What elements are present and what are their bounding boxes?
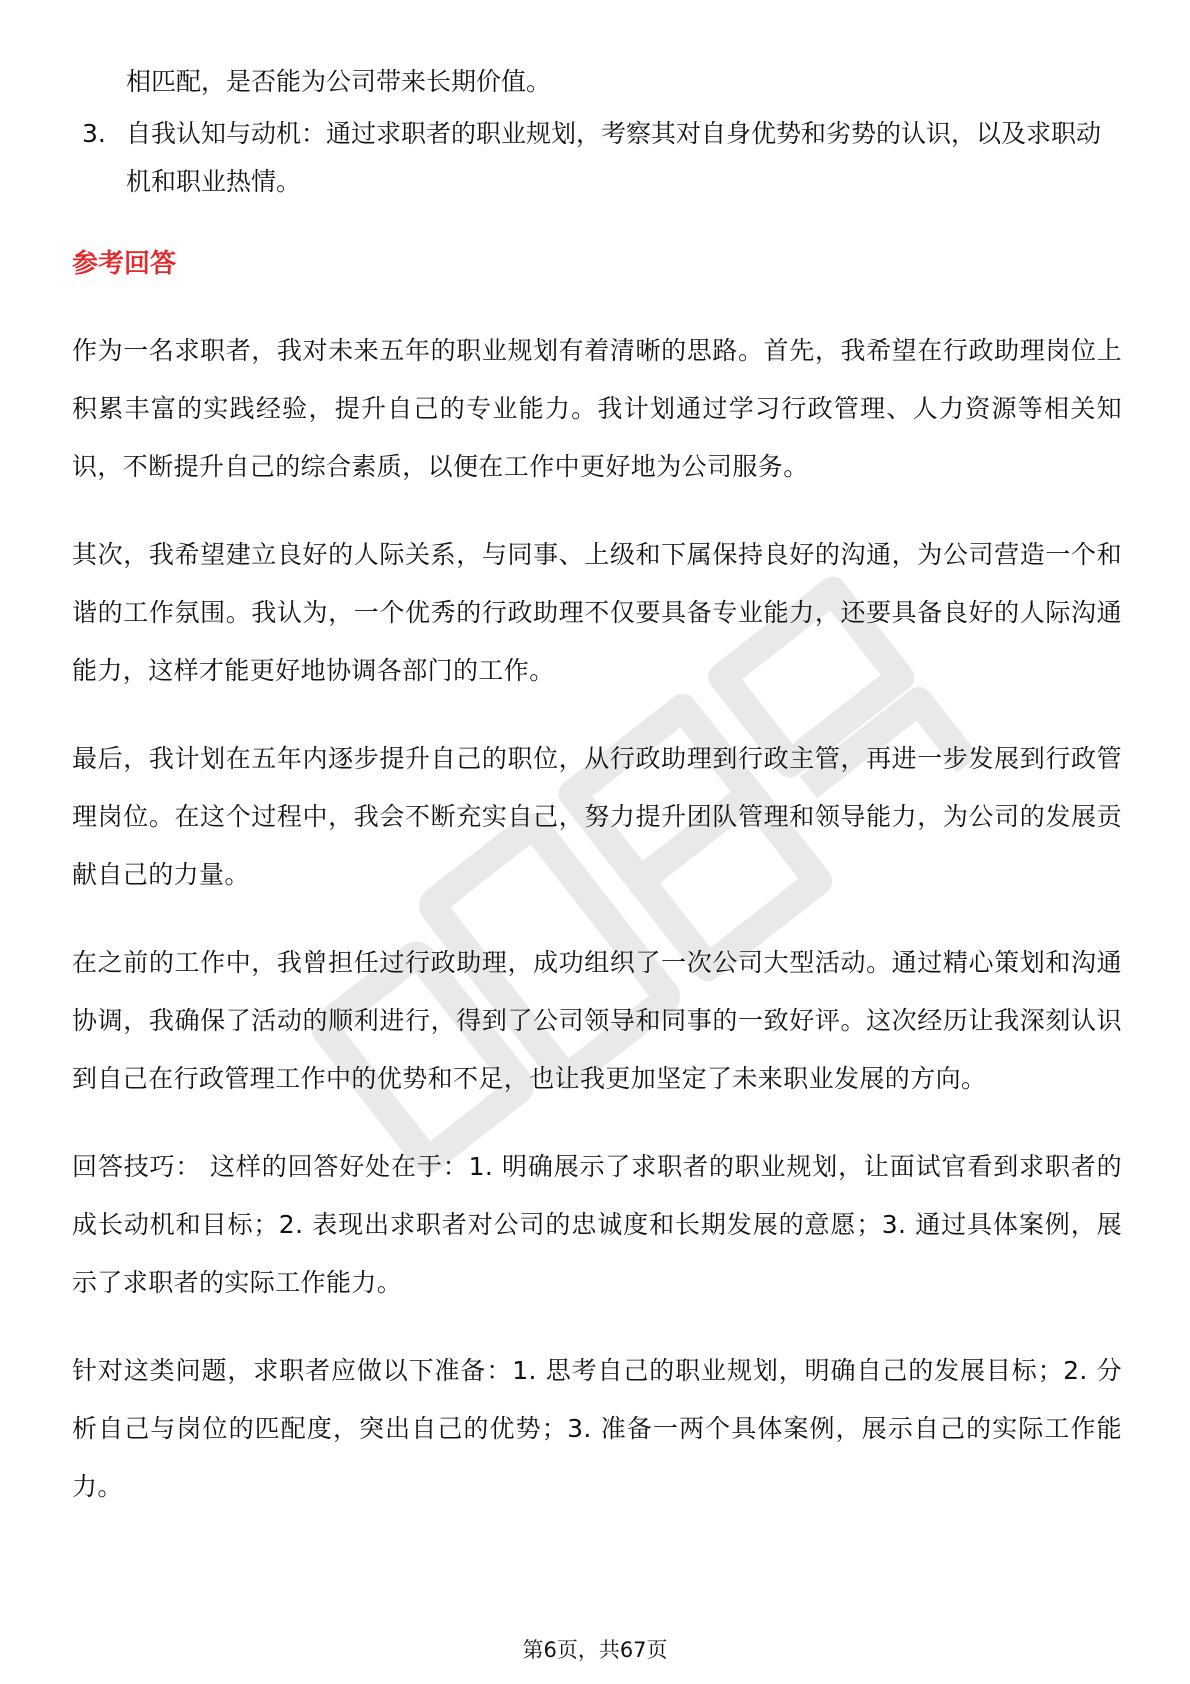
preparation-paragraph: 针对这类问题，求职者应做以下准备：1. 思考自己的职业规划，明确自己的发展目标；2. 分析自己与岗位的匹配度，突出自己的优势；3. 准备一两个具体案例，展示自己的实际工作能力。 xyxy=(72,1356,1122,1501)
answer-paragraph-4: 在之前的工作中，我曾担任过行政助理，成功组织了一次公司大型活动。通过精心策划和沟通协调，我确保了活动的顺利进行，得到了公司领导和同事的一致好评。这次经历让我深刻认识到自己在行政管理工作中的优势和不足，也让我更加坚定了未来职业发展的方向。 xyxy=(72,948,1122,1093)
page-number: 第6页，共67页 xyxy=(522,1638,668,1662)
list-item-text: 自我认知与动机：通过求职者的职业规划，考察其对自身优势和劣势的认识，以及求职动机和职业热情。 xyxy=(126,119,1102,196)
document-body xyxy=(72,58,1122,1546)
answer-paragraph-2: 其次，我希望建立良好的人际关系，与同事、上级和下属保持良好的沟通，为公司营造一个和谐的工作氛围。我认为，一个优秀的行政助理不仅要具备专业能力，还要具备良好的人际沟通能力，这样才能更好地协调各部门的工作。 xyxy=(72,540,1122,685)
list-item-3 xyxy=(72,110,1122,206)
answer-paragraph-1: 作为一名求职者，我对未来五年的职业规划有着清晰的思路。首先，我希望在行政助理岗位上积累丰富的实践经验，提升自己的专业能力。我计划通过学习行政管理、人力资源等相关知识，不断提升自己的综合素质，以便在工作中更好地为公司服务。 xyxy=(72,336,1122,481)
list-continuation: 相匹配，是否能为公司带来长期价值。 xyxy=(126,67,552,96)
section-heading: 参考回答 xyxy=(72,249,177,279)
list-number: 3. xyxy=(82,119,106,148)
answer-paragraph-3: 最后，我计划在五年内逐步提升自己的职位，从行政助理到行政主管，再进一步发展到行政管理岗位。在这个过程中，我会不断充实自己，努力提升团队管理和领导能力，为公司的发展贡献自己的力量。 xyxy=(72,744,1122,889)
tips-paragraph: 回答技巧： 这样的回答好处在于：1. 明确展示了求职者的职业规划，让面试官看到求职者的成长动机和目标；2. 表现出求职者对公司的忠诚度和长期发展的意愿；3. 通过具体案例，展示了求职者的实际工作能力。 xyxy=(72,1152,1122,1297)
